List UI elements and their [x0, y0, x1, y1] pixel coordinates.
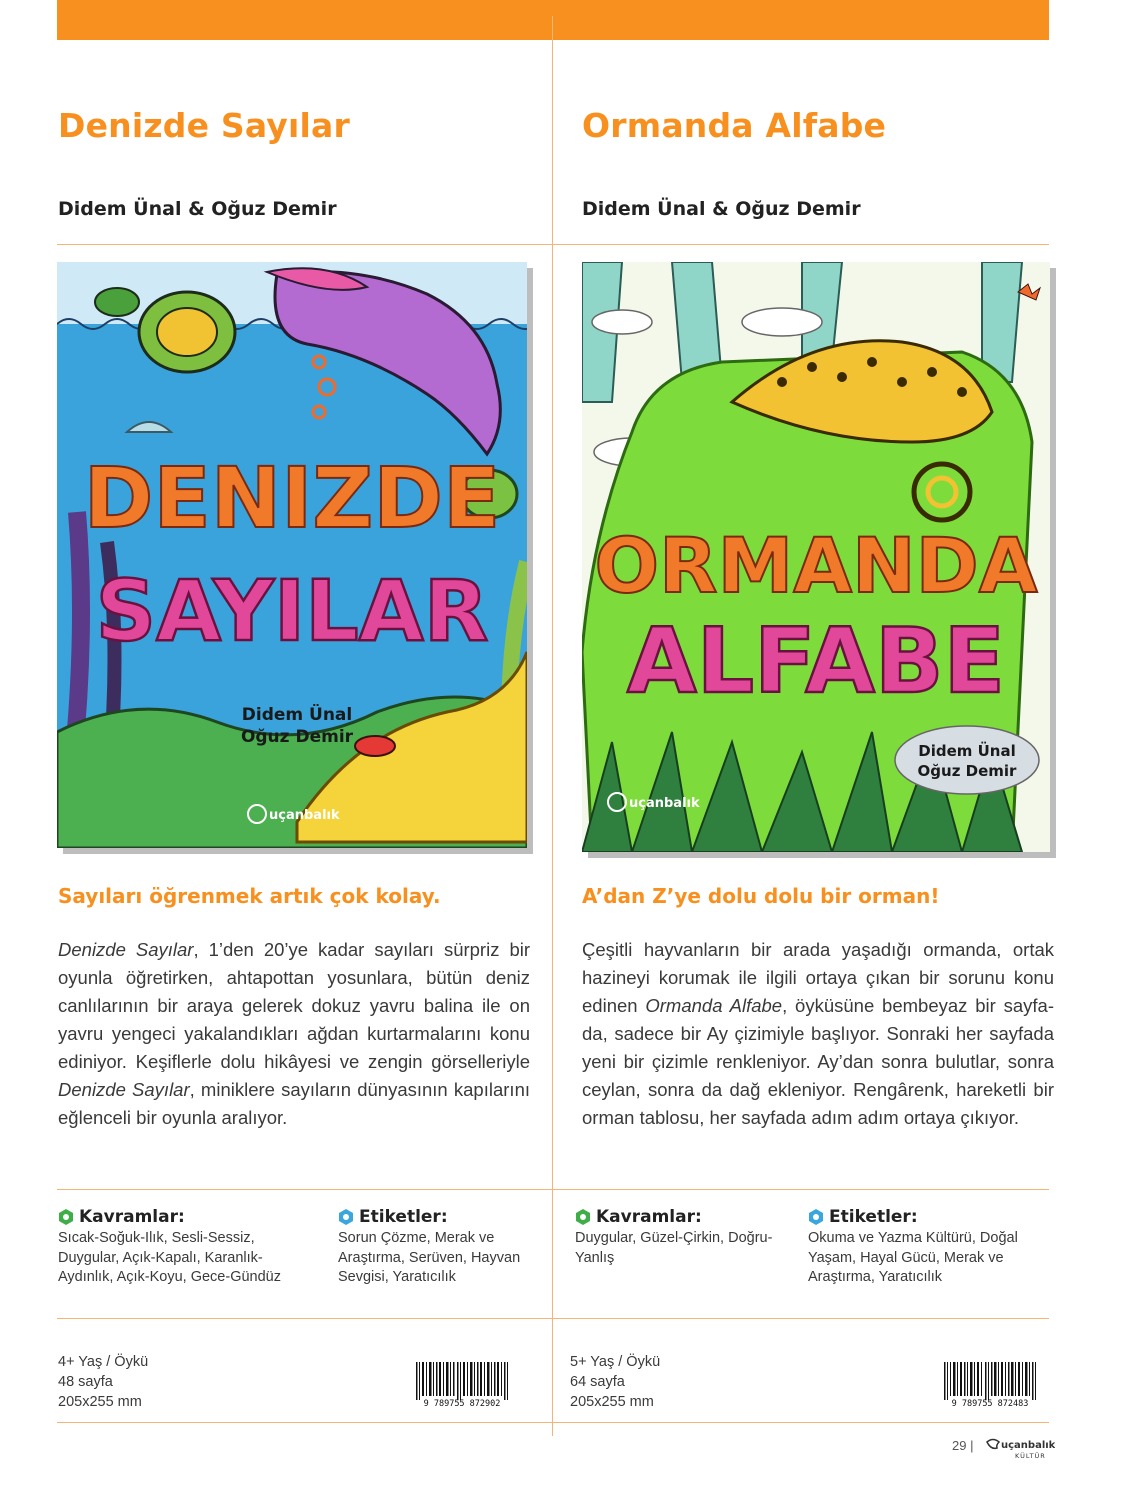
etiketler-text: Sorun Çözme, Merak ve Araştırma, Serüven, Hayvan Sevgisi, Yaratıcılık — [338, 1230, 521, 1285]
svg-text:Didem Ünal: Didem Ünal — [241, 705, 353, 725]
svg-text:KÜLTÜR: KÜLTÜR — [1015, 1452, 1046, 1460]
book-author: Didem Ünal & Oğuz Demir — [582, 198, 861, 220]
barcode — [406, 1362, 518, 1408]
svg-text:Didem Ünal: Didem Ünal — [918, 742, 1016, 760]
cover-illustration-sea — [57, 262, 527, 848]
svg-text:9 789755 872483: 9 789755 872483 — [951, 1399, 1029, 1408]
etiketler-text: Okuma ve Yazma Kültürü, Doğal Yaşam, Hayal Gücü, Merak ve Araştırma, Yaratıcılık — [808, 1230, 1018, 1285]
book-author: Didem Ünal & Oğuz Demir — [58, 198, 337, 220]
top-orange-bar — [57, 0, 1049, 40]
book-description: Çeşitli hayvanların bir arada yaşadığı ormanda, ortak hazineyi korumak ile ilgili ortaya çıkan bir sorunu konu edinen Ormanda Alfabe, öyküsüne bembeyaz bir sayfada, sadece bir Ay çizimiyle başlıyor. Sonraki her sayfada yeni bir çizimle renkleniyor. Ay’dan sonra bulutlar, sonra ceylan, sonra da dağ ekleniyor. Rengârenk, hareketli bir orman tablosu, her sayfada adım adım ortaya çıkıyor. — [582, 939, 1054, 1128]
cover-illustration-forest — [582, 262, 1050, 852]
svg-text:ORMANDA: ORMANDA — [594, 521, 1038, 610]
book-title: Denizde Sayılar — [58, 106, 350, 145]
book-title: Ormanda Alfabe — [582, 106, 887, 145]
svg-text:uçanbalık: uçanbalık — [1001, 1440, 1055, 1451]
book-specs — [58, 1352, 148, 1412]
book-cover-ormanda — [582, 262, 1050, 852]
svg-text:DENIZDE: DENIZDE — [83, 449, 501, 547]
kavramlar-label: Kavramlar: — [79, 1207, 185, 1227]
svg-text:9 789755 872902: 9 789755 872902 — [423, 1399, 501, 1408]
svg-text:uçanbalık: uçanbalık — [269, 808, 340, 823]
hexagon-icon — [338, 1209, 354, 1225]
rule-under-author — [57, 244, 1049, 245]
etiketler-label: Etiketler: — [829, 1207, 918, 1227]
hexagon-icon — [58, 1209, 74, 1225]
book-cover-denizde — [57, 262, 527, 848]
kavramlar-block — [58, 1207, 288, 1288]
publisher-logo — [985, 1436, 1055, 1462]
book-description: Denizde Sayılar, 1’den 20’ye kadar sayıları sürpriz bir oyunla öğretirken, ahtapottan yosunlara, bütün deniz canlılarının bir araya gelerek dokuz yavru balina ile on yavru yengeci yakalandıkları ağdan kurtarmalarını konu ediniyor. Keşiflerle dolu hikâyesi ve zengin görselleriyle Denizde Sayılar, miniklere sayıların dünyasının kapılarını eğlenceli bir oyunla aralıyor. — [58, 939, 531, 1128]
svg-text:Oğuz Demir: Oğuz Demir — [917, 762, 1017, 780]
etiketler-label: Etiketler: — [359, 1207, 448, 1227]
kavramlar-text: Duygular, Güzel-Çirkin, Doğru-Yanlış — [575, 1230, 773, 1266]
etiketler-block — [808, 1207, 1048, 1288]
age-group: 5+ Yaş / Öykü — [570, 1354, 661, 1370]
hexagon-icon — [808, 1209, 824, 1225]
svg-text:Oğuz Demir: Oğuz Demir — [240, 727, 354, 747]
book-tagline: A’dan Z’ye dolu dolu bir orman! — [582, 884, 940, 908]
barcode — [934, 1362, 1046, 1408]
hexagon-icon — [575, 1209, 591, 1225]
svg-text:SAYILAR: SAYILAR — [95, 562, 489, 660]
book-size: 205x255 mm — [570, 1394, 654, 1410]
book-specs — [570, 1352, 660, 1412]
barcode-graphic — [406, 1362, 518, 1408]
column-divider — [552, 16, 553, 1436]
page-count: 48 sayfa — [58, 1374, 113, 1390]
page-number: 29 | — [952, 1438, 974, 1453]
book-size: 205x255 mm — [58, 1394, 142, 1410]
kavramlar-label: Kavramlar: — [596, 1207, 702, 1227]
etiketler-block — [338, 1207, 543, 1288]
book-tagline: Sayıları öğrenmek artık çok kolay. — [58, 884, 441, 908]
kavramlar-block — [575, 1207, 805, 1268]
rule-above-specs — [57, 1318, 1049, 1319]
barcode-graphic — [934, 1362, 1046, 1408]
kavramlar-text: Sıcak-Soğuk-Ilık, Sesli-Sessiz, Duygular, Açık-Kapalı, Karanlık-Aydınlık, Açık-Koyu, Gece-Gündüz — [58, 1230, 281, 1285]
rule-above-footer — [57, 1422, 1049, 1423]
age-group: 4+ Yaş / Öykü — [58, 1354, 149, 1370]
fish-logo-icon — [985, 1436, 1055, 1462]
svg-text:ALFABE: ALFABE — [627, 609, 1005, 714]
svg-text:uçanbalık: uçanbalık — [629, 796, 700, 811]
page-count: 64 sayfa — [570, 1374, 625, 1390]
rule-above-meta — [57, 1189, 1049, 1190]
